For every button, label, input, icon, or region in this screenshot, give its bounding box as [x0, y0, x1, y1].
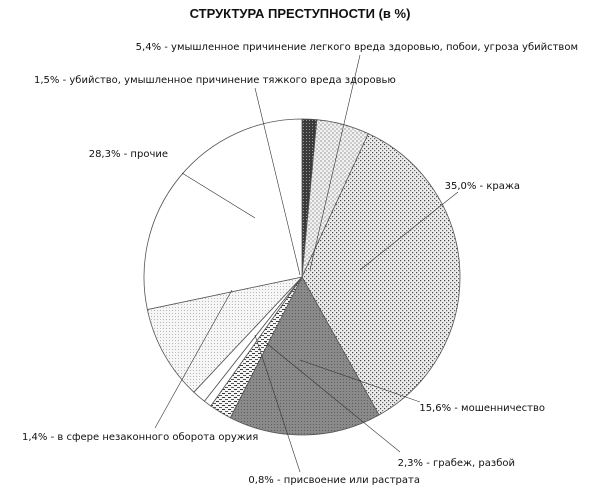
pie-slice [144, 119, 302, 310]
slice-label: 1,4% - в сфере незаконного оборота оружия [22, 432, 259, 443]
chart-title: СТРУКТУРА ПРЕСТУПНОСТИ (в %) [189, 6, 411, 21]
slice-label: 2,3% - грабеж, разбой [397, 458, 515, 469]
slice-label: 5,4% - умышленное причинение легкого вреда здоровью, побои, угроза убийством [135, 42, 578, 53]
slice-label: 15,6% - мошенничество [419, 403, 545, 414]
slice-label: 28,3% - прочие [88, 149, 168, 160]
slice-label: 0,8% - присвоение или растрата [248, 475, 420, 486]
slice-label: 1,5% - убийство, умышленное причинение тяжкого вреда здоровью [34, 75, 396, 86]
pie-slices [144, 119, 460, 435]
slice-label: 35,0% - кража [444, 181, 520, 192]
